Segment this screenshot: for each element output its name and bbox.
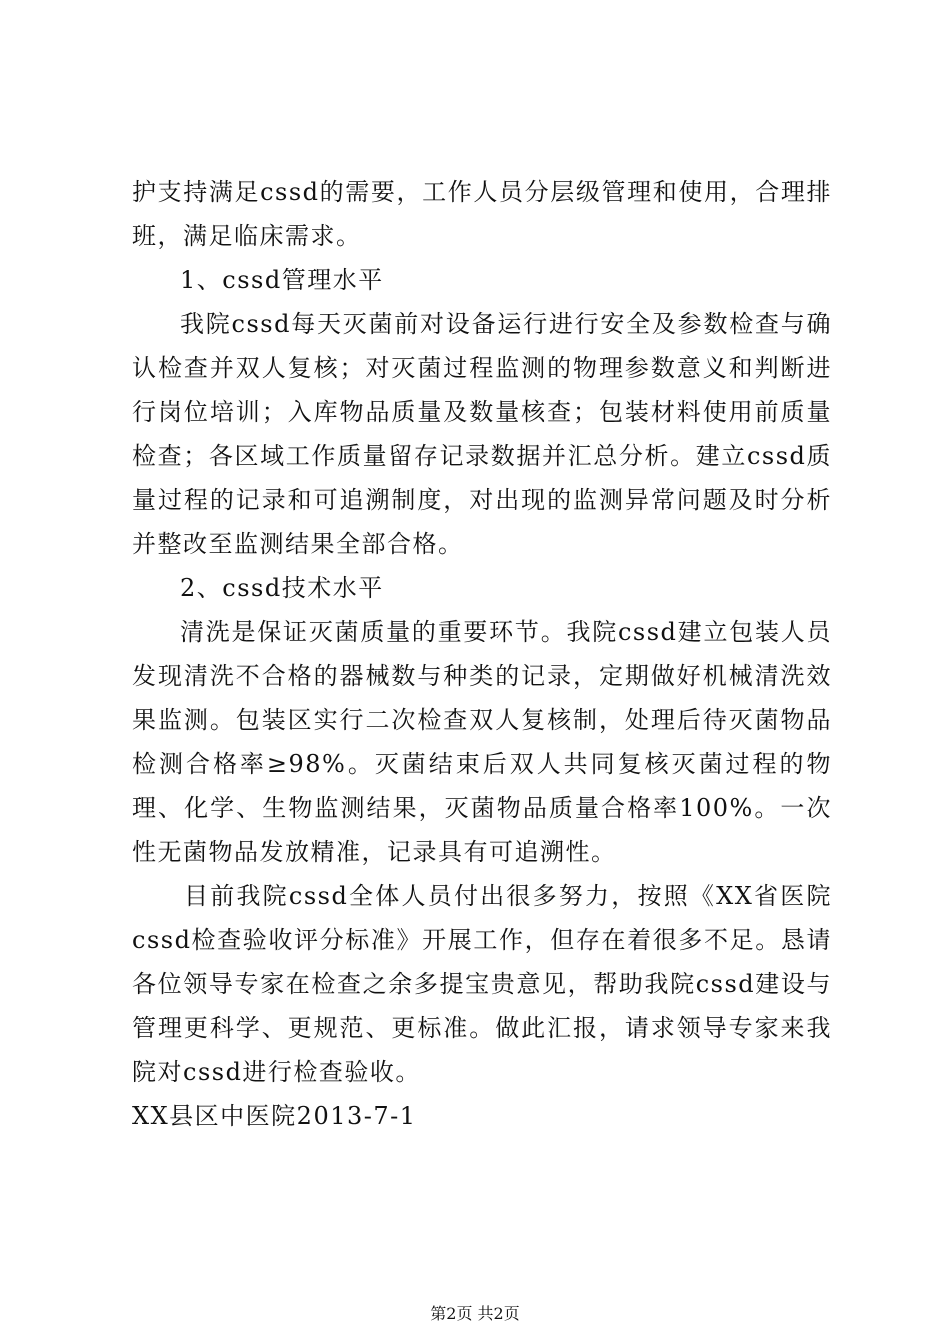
paragraph-conclusion: 目前我院cssd全体人员付出很多努力，按照《XX省医院cssd检查验收评分标准》开展工作，但存在着很多不足。恳请各位领导专家在检查之余多提宝贵意见，帮助我院cssd建设与管理更科学、更规范、更标准。做此汇报，请求领导专家来我院对cssd进行检查验收。 (132, 882, 832, 1086)
section-heading-management: 1、cssd管理水平 (180, 266, 384, 294)
paragraph-management: 我院cssd每天灭菌前对设备运行进行安全及参数检查与确认检查并双人复核；对灭菌过程监测的物理参数意义和判断进行岗位培训；入库物品质量及数量核查；包装材料使用前质量检查；各区域工作质量留存记录数据并汇总分析。建立cssd质量过程的记录和可追溯制度，对出现的监测异常问题及时分析并整改至监测结果全部合格。 (132, 310, 832, 558)
signature-line: XX县区中医院2013-7-1 (132, 1102, 417, 1130)
section-heading-technology: 2、cssd技术水平 (180, 574, 384, 602)
paragraph-technology: 清洗是保证灭菌质量的重要环节。我院cssd建立包装人员发现清洗不合格的器械数与种类的记录，定期做好机械清洗效果监测。包装区实行二次检查双人复核制，处理后待灭菌物品检测合格率≥98%。灭菌结束后双人共同复核灭菌过程的物理、化学、生物监测结果，灭菌物品质量合格率100%。一次性无菌物品发放精准，记录具有可追溯性。 (132, 618, 832, 866)
document-body (132, 170, 832, 1138)
page-footer: 第2页 共2页 (430, 1304, 520, 1323)
paragraph-continuation: 护支持满足cssd的需要，工作人员分层级管理和使用，合理排班，满足临床需求。 (132, 178, 832, 250)
